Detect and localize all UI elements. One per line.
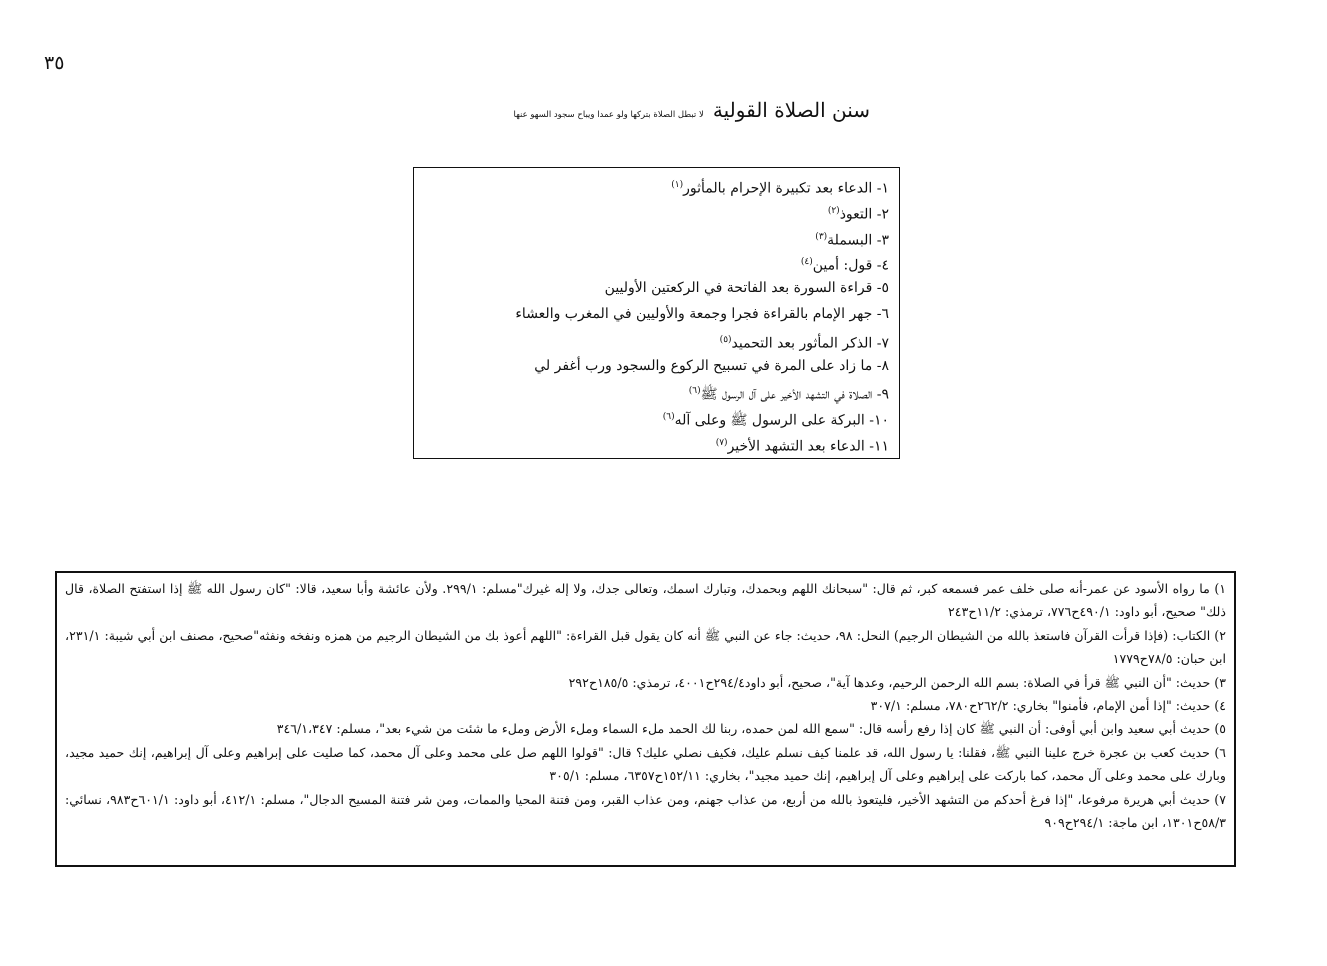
list-item-text: ٨- ما زاد على المرة في تسبيح الركوع والسجود ورب أغفر لي — [534, 357, 889, 374]
footnote: ٥) حديث أبي سعيد وابن أبي أوفى: أن النبي ﷺ كان إذا رفع رأسه قال: "سمع الله لمن حمده، ربنا لك الحمد ملء السماء وملء الأرض وملء ما شئت من شيء بعد"، مسلم: ٣٤٦/١،٣٤٧ — [276, 721, 1226, 737]
list-item-text: ٧- الذكر المأثور بعد التحميد — [731, 335, 889, 352]
list-item — [422, 276, 889, 302]
footnote: ٤) حديث: "إذا أمن الإمام، فأمنوا" بخاري: ٢٦٢/٢ح٧٨٠، مسلم: ٣٠٧/١ — [870, 698, 1226, 714]
list-item — [422, 173, 889, 199]
list-item-text: ٦- جهر الإمام بالقراءة فجرا وجمعة والأوليين في المغرب والعشاء — [515, 305, 889, 322]
list-item-text: ١١- الدعاء بعد التشهد الأخير — [727, 438, 889, 455]
footnote-ref: (٦) — [688, 386, 701, 397]
footnote-ref: (٢) — [827, 205, 840, 216]
footnote-ref: (١) — [671, 180, 684, 190]
footnote: ٢) الكتاب: (فإذا قرأت القرآن فاستعذ بالله من الشيطان الرجيم) النحل: ٩٨، حديث: جاء عن النبي ﷺ أنه كان يقول قبل القراءة: "اللهم أعوذ بك من الشيطان الرجيم من همزه ونفخه ونفثه"صحيح، مصنف ابن أبي شيبة: ٢٣١/١، ابن حبان: ٧٨/٥ح١٧٧٩ — [65, 627, 1226, 667]
list-item — [422, 379, 889, 405]
list-item — [422, 225, 889, 251]
footnote: ٧) حديث أبي هريرة مرفوعا، "إذا فرغ أحدكم من التشهد الأخير، فليتعوذ بالله من أربع، من عذاب جهنم، ومن عذاب القبر، ومن فتنة المحيا والممات، ومن شر فتنة المسيح الدجال"، مسلم: ٤١٢/١، أبو داود: ٦٠١/١ح٩٨٣، نسائي: ٥٨/٣ح١٣٠١، ابن ماجة: ٢٩٤/١ح٩٠٩ — [65, 791, 1226, 831]
footnote-ref: (٧) — [715, 437, 728, 448]
list-item-text: ٣- البسملة — [827, 232, 889, 249]
list-item-text: ٤- قول: أمين — [812, 258, 889, 275]
footnote: ١) ما رواه الأسود عن عمر-أنه صلى خلف عمر فسمعه كبر، ثم قال: "سبحانك اللهم وبحمدك، وتبارك اسمك، وتعالى جدك، ولا إله غيرك"مسلم: ٢٩٩/١. ولأن عائشة وأبا سعيد، قالا: "كان رسول الله ﷺ إذا استفتح الصلاة، قال ذلك" صحيح، أبو داود: ٤٩٠/١ح٧٧٦، ترمذي: ١١/٢ح٢٤٣ — [65, 581, 1226, 620]
footnote: ٦) حديث كعب بن عجرة خرج علينا النبي ﷺ، فقلنا: يا رسول الله، قد علمنا كيف نسلم عليك، فكيف نصلي عليك؟ قال: "قولوا اللهم صل على محمد وعلى آل محمد، كما صليت على إبراهيم وعلى آل إبراهيم، إنك حميد مجيد، وبارك على محمد وعلى آل محمد، كما باركت على إبراهيم وعلى آل إبراهيم، إنك حميد مجيد"، بخاري: ١٥٢/١١ح٦٣٥٧، مسلم: ٣٠٥/١ — [65, 744, 1226, 784]
list-item — [422, 405, 889, 431]
list-item — [422, 431, 889, 457]
list-item-text: ٩- الصلاة في التشهد الأخير على آل الرسول ﷺ — [700, 387, 889, 404]
footnote-ref: (٦) — [662, 412, 675, 423]
footnote-ref: (٥) — [719, 334, 732, 345]
sunan-list-box — [413, 167, 900, 459]
list-item — [422, 250, 889, 276]
footnote-ref: (٣) — [815, 231, 828, 242]
list-item — [422, 199, 889, 225]
list-item-text: ٥- قراءة السورة بعد الفاتحة في الركعتين الأوليين — [604, 280, 889, 297]
footnotes-box — [55, 571, 1236, 867]
footnote-ref: (٤) — [800, 257, 813, 268]
page-title — [440, 98, 870, 122]
title-note: لا تبطل الصلاة بتركها ولو عمدا ويباح سجود السهو عنها — [513, 110, 704, 120]
title-main: سنن الصلاة القولية — [712, 98, 870, 122]
list-item-text: ١- الدعاء بعد تكبيرة الإحرام بالمأثور — [683, 180, 889, 197]
list-item — [422, 354, 889, 380]
list-item-text: ٢- التعوذ — [839, 206, 889, 223]
page-number: ٣٥ — [44, 52, 65, 74]
list-item — [422, 302, 889, 328]
list-item-text: ١٠- البركة على الرسول ﷺ وعلى آله — [674, 412, 889, 429]
list-item — [422, 328, 889, 354]
footnote: ٣) حديث: "أن النبي ﷺ قرأ في الصلاة: بسم الله الرحمن الرحيم، وعدها آية"، صحيح، أبو داود٢٩٤/٤ح٤٠٠١، ترمذي: ١٨٥/٥ح٢٩٢ — [568, 674, 1226, 690]
